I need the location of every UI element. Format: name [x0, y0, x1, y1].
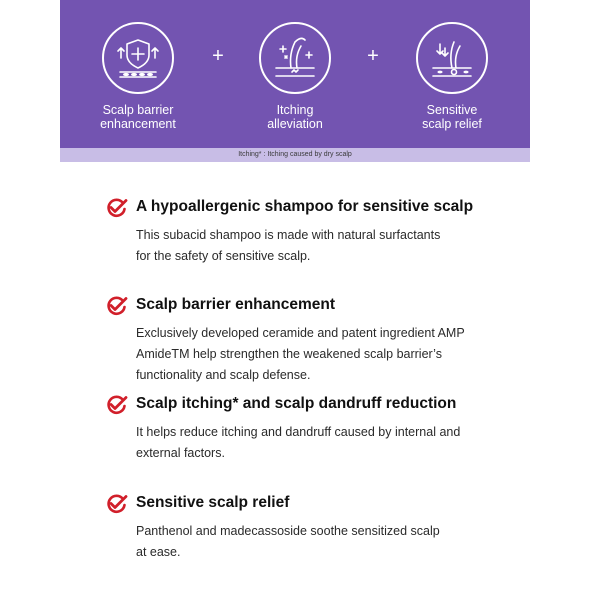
plus-sign-1: + — [212, 45, 224, 67]
feature-description — [136, 323, 516, 386]
desc-line: functionality and scalp defense. — [136, 368, 311, 382]
feature-description — [136, 521, 516, 563]
desc-line: It helps reduce itching and dandruff caused by internal and — [136, 425, 461, 439]
plus-sign-2: + — [367, 45, 379, 67]
benefits-banner — [60, 0, 530, 148]
badge-scalp-barrier — [102, 22, 174, 94]
label-line: Itching — [276, 103, 314, 117]
red-check-circle-icon — [104, 394, 130, 416]
shield-barrier-icon — [104, 24, 172, 92]
red-check-circle-icon — [104, 295, 130, 317]
desc-line: external factors. — [136, 446, 225, 460]
red-check-circle-icon — [104, 197, 130, 219]
desc-line: Exclusively developed ceramide and patent ingredient AMP — [136, 326, 465, 340]
feature-title: A hypoallergenic shampoo for sensitive scalp — [136, 198, 474, 215]
badge-label-itching — [235, 103, 355, 131]
desc-line: at ease. — [136, 545, 181, 559]
feature-title: Scalp barrier enhancement — [136, 296, 335, 313]
label-line: alleviation — [267, 117, 323, 131]
feature-description — [136, 225, 516, 267]
hair-follicle-icon — [418, 24, 486, 92]
desc-line: AmideTM help strengthen the weakened scalp barrier’s — [136, 347, 442, 361]
footnote-strip: Itching* : Itching caused by dry scalp — [60, 148, 530, 162]
desc-line: for the safety of sensitive scalp. — [136, 249, 311, 263]
label-line: Scalp barrier — [102, 103, 174, 117]
feature-title: Sensitive scalp relief — [136, 494, 290, 511]
feature-title: Scalp itching* and scalp dandruff reduction — [136, 395, 457, 412]
feature-description — [136, 422, 516, 464]
badge-label-scalp-barrier — [78, 103, 198, 131]
desc-line: Panthenol and madecassoside soothe sensitized scalp — [136, 524, 440, 538]
desc-line: This subacid shampoo is made with natural surfactants — [136, 228, 441, 242]
badge-sensitive — [416, 22, 488, 94]
badge-itching — [259, 22, 331, 94]
badge-label-sensitive — [392, 103, 512, 131]
label-line: enhancement — [100, 117, 176, 131]
red-check-circle-icon — [104, 493, 130, 515]
label-line: scalp relief — [422, 117, 482, 131]
label-line: Sensitive — [426, 103, 478, 117]
itching-relief-icon — [261, 24, 329, 92]
